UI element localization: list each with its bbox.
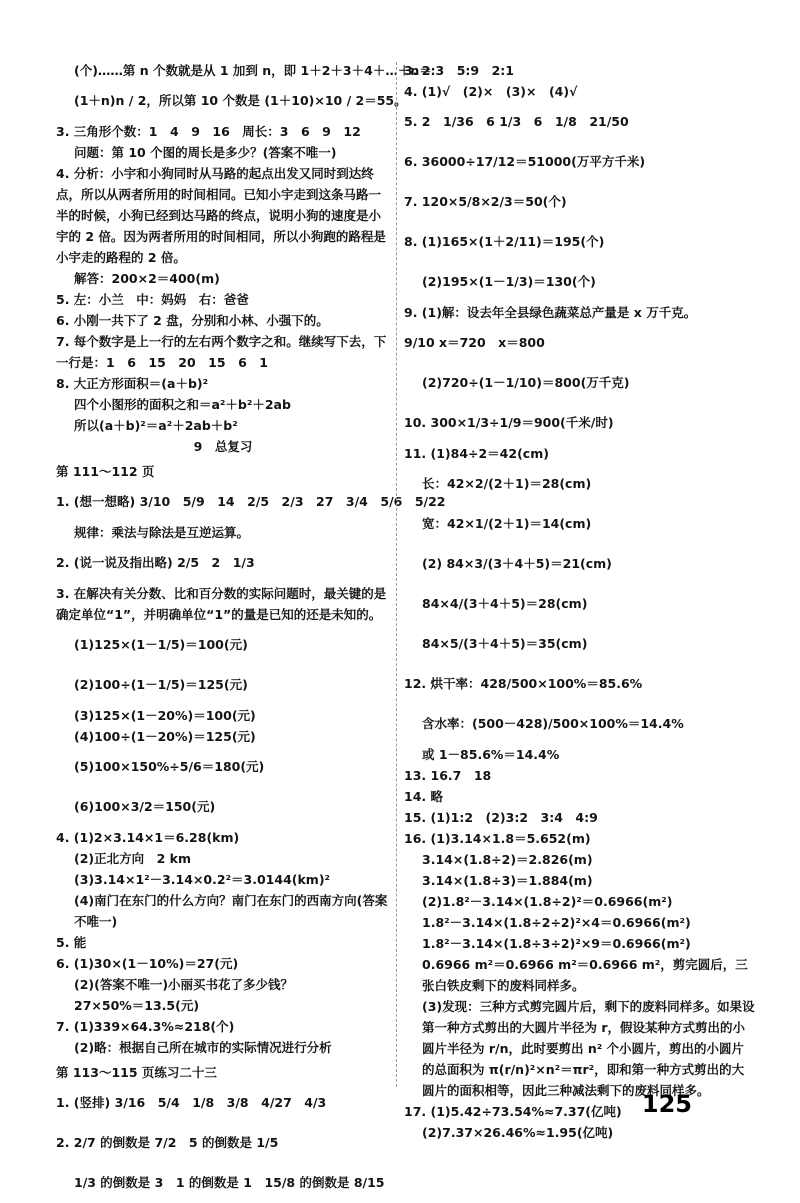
answer-line: (6)100×3/2＝150(元)	[74, 799, 216, 814]
answer-line: 0.6966 m²＝0.6966 m²＝0.6966 m²，剪完圆后，三张白铁皮剩下的废料同样多。	[422, 957, 748, 993]
answer-line: 9. (1)解：设去年全县绿色蔬菜总产量是 x 万千克。	[404, 305, 697, 320]
answer-line: 4. 分析：小宇和小狗同时从马路的起点出发又同时到达终点，所以从两者所用的时间相同。已知小宇走到这条马路一半的时候，小狗已经到达马路的终点，说明小狗的速度是小宇的 2 倍。因为两者所用的时间相同，所以小狗跑的路程是小宇走的路程的 2 倍。	[56, 166, 386, 265]
answer-line: 11. (1)84÷2＝42(cm)	[404, 446, 549, 461]
answer-line: 5. 能	[56, 935, 87, 950]
answer-line: (5)100×150%÷5/6＝180(元)	[74, 759, 265, 774]
answer-line: 9/10 x＝720 x＝800	[404, 335, 545, 350]
answer-line: (个)……第 n 个数就是从 1 加到 n，即 1＋2＋3＋4＋…＋n＝	[74, 63, 432, 78]
answer-line: 解答：200×2＝400(m)	[74, 271, 220, 286]
answer-line: (2)正北方向 2 km	[74, 851, 192, 866]
answer-line: 7. 120×5/8×2/3＝50(个)	[404, 194, 567, 209]
answer-line: (2)720÷(1－1/10)＝800(万千克)	[422, 375, 630, 390]
answer-line: (2)7.37×26.46%≈1.95(亿吨)	[422, 1125, 614, 1140]
answer-line: 问题：第 10 个图的周长是多少？(答案不唯一)	[74, 145, 337, 160]
answer-line: 第 113～115 页练习二十三	[56, 1065, 217, 1080]
answer-line: (3)3.14×1²－3.14×0.2²＝3.0144(km)²	[74, 872, 331, 887]
answer-line: 27×50%＝13.5(元)	[74, 998, 200, 1013]
answer-line: 13. 16.7 18	[404, 768, 492, 783]
answer-line: 84×4/(3＋4＋5)＝28(cm)	[422, 596, 588, 611]
page-number: 125	[641, 1090, 692, 1118]
answer-line: 15. (1)1:2 (2)3:2 3:4 4:9	[404, 810, 598, 825]
answer-line: 9 总复习	[193, 439, 253, 454]
answer-line: 14. 略	[404, 789, 443, 804]
answer-line: (4)南门在东门的什么方向？南门在东门的西南方向(答案不唯一)	[74, 893, 388, 929]
answer-line: 5. 2 1/36 6 1/3 6 1/8 21/50	[404, 114, 629, 129]
answer-line: 8. (1)165×(1＋2/11)＝195(个)	[404, 234, 605, 249]
answer-line: 四个小图形的面积之和＝a²＋b²＋2ab	[74, 397, 291, 412]
answer-line: 17. (1)5.42÷73.54%≈7.37(亿吨)	[404, 1104, 622, 1119]
answer-line: 3. 在解决有关分数、比和百分数的实际问题时，最关键的是确定单位“1”，并明确单位“1”的量是已知的还是未知的。	[56, 586, 387, 622]
answer-line: 6. 小刚一共下了 2 盘，分别和小林、小强下的。	[56, 313, 329, 328]
answer-line: (1)125×(1－1/5)＝100(元)	[74, 637, 248, 652]
right-column	[404, 60, 756, 1143]
answer-line: 4. (1)2×3.14×1＝6.28(km)	[56, 830, 240, 845]
answer-line: 3. 2:3 5:9 2:1	[404, 63, 514, 78]
answer-line: 8. 大正方形面积＝(a＋b)²	[56, 376, 209, 391]
answer-line: 所以(a＋b)²＝a²＋2ab＋b²	[74, 418, 238, 433]
answer-line: (2)略：根据自己所在城市的实际情况进行分析	[74, 1040, 332, 1055]
answer-line: (2)195×(1－1/3)＝130(个)	[422, 274, 596, 289]
answer-line: 4. (1)√ (2)× (3)× (4)√	[404, 84, 578, 99]
answer-line: 1.8²－3.14×(1.8÷2÷2)²×4＝0.6966(m²)	[422, 915, 691, 930]
answer-line: 16. (1)3.14×1.8＝5.652(m)	[404, 831, 591, 846]
column-divider	[396, 62, 397, 1087]
answer-line: (2)100÷(1－1/5)＝125(元)	[74, 677, 248, 692]
answer-line: 长：42×2/(2＋1)＝28(cm)	[422, 476, 592, 491]
answer-line: 10. 300×1/3÷1/9＝900(千米/时)	[404, 415, 614, 430]
answer-line: (2) 84×3/(3＋4＋5)＝21(cm)	[422, 556, 612, 571]
answer-line: (3)发现：三种方式剪完圆片后，剩下的废料同样多。如果设第一种方式剪出的大圆片半径为 r，假设某种方式剪出的小圆片半径为 r/n，此时要剪出 n² 个小圆片，剪出的小圆片的总面积为 π(r/n)²×n²＝πr²，即和第一种方式剪出的大圆片的面积相等，因此三种减法剩下的废料同样多。	[422, 999, 755, 1098]
answer-line: 含水率：(500－428)/500×100%＝14.4%	[422, 716, 684, 731]
answer-line: 3. 三角形个数：1 4 9 16 周长：3 6 9 12	[56, 124, 361, 139]
answer-line: 2. (说一说及指出略) 2/5 2 1/3	[56, 555, 255, 570]
answer-line: 宽：42×1/(2＋1)＝14(cm)	[422, 516, 592, 531]
answer-line: (2)1.8²－3.14×(1.8÷2)²＝0.6966(m²)	[422, 894, 673, 909]
answer-line: 6. 36000÷17/12＝51000(万平方千米)	[404, 154, 646, 169]
answer-line: 第 111～112 页	[56, 464, 155, 479]
answer-line: 5. 左：小兰 中：妈妈 右：爸爸	[56, 292, 249, 307]
answer-line: 7. (1)339×64.3%≈218(个)	[56, 1019, 235, 1034]
answer-line: 1/3 的倒数是 3 1 的倒数是 1 15/8 的倒数是 8/15	[74, 1175, 385, 1190]
answer-line: 7. 每个数字是上一行的左右两个数字之和。继续写下去，下一行是：1 6 15 20 15 6 1	[56, 334, 387, 370]
answer-line: 84×5/(3＋4＋5)＝35(cm)	[422, 636, 588, 651]
answer-line: (1＋n)n / 2，所以第 10 个数是 (1＋10)×10 / 2＝55。	[74, 93, 407, 108]
answer-line: (4)100÷(1－20%)＝125(元)	[74, 729, 256, 744]
answer-line: 1.8²－3.14×(1.8÷3÷2)²×9＝0.6966(m²)	[422, 936, 691, 951]
answer-line: (2)(答案不唯一)小丽买书花了多少钱？	[74, 977, 294, 992]
answer-line: 1. (竖排) 3/16 5/4 1/8 3/8 4/27 4/3	[56, 1095, 327, 1110]
answer-line: 12. 烘干率：428/500×100%＝85.6%	[404, 676, 643, 691]
answer-line: 3.14×(1.8÷3)＝1.884(m)	[422, 873, 593, 888]
answer-line: 3.14×(1.8÷2)＝2.826(m)	[422, 852, 593, 867]
answer-line: 6. (1)30×(1－10%)＝27(元)	[56, 956, 239, 971]
answer-line: 或 1－85.6%＝14.4%	[422, 747, 560, 762]
answer-line: 1. (想一想略) 3/10 5/9 14 2/5 2/3 27 3/4 5/6 5/22	[56, 494, 446, 509]
answer-line: 2. 2/7 的倒数是 7/2 5 的倒数是 1/5	[56, 1135, 279, 1150]
answer-line: (3)125×(1－20%)＝100(元)	[74, 708, 256, 723]
answer-line: 规律：乘法与除法是互逆运算。	[74, 525, 250, 540]
